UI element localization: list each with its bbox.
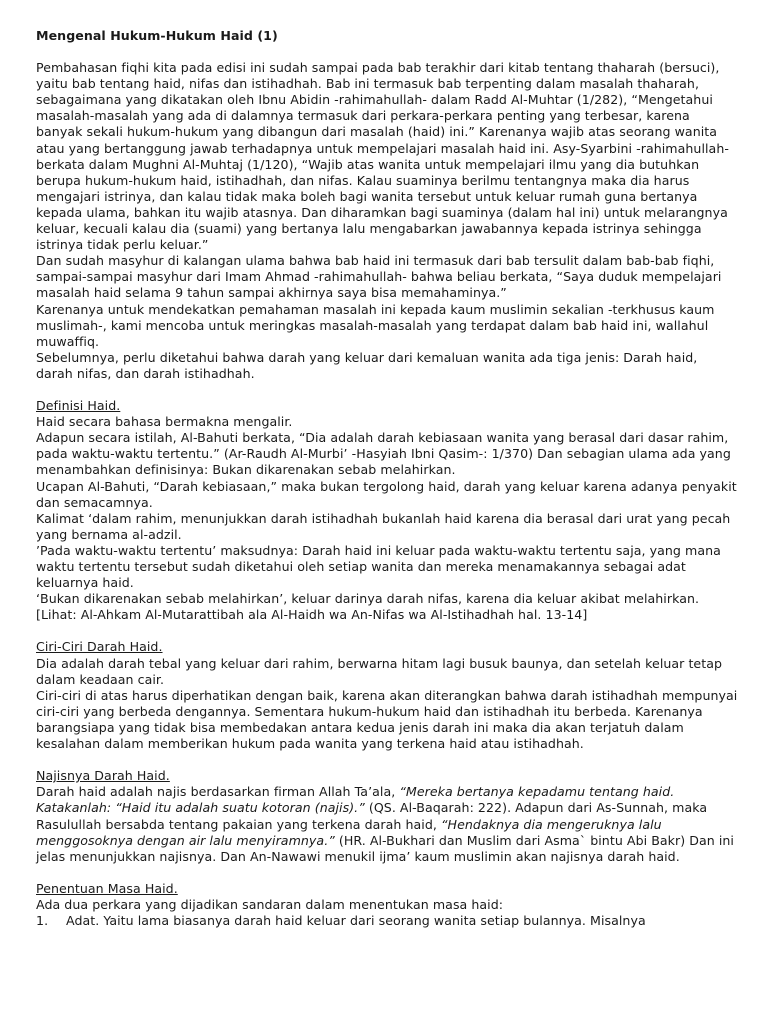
list-text: Adat. Yaitu lama biasanya darah haid keluar dari seorang wanita setiap bulannya. Misalnya bbox=[66, 913, 646, 929]
intro-paragraph-2: Dan sudah masyhur di kalangan ulama bahwa bab haid ini termasuk dari bab tersulit dalam bab-bab fiqhi, sampai-sampai masyhur dari Imam Ahmad -rahimahullah- bahwa beliau berkata, “Saya duduk mempelajari masalah haid selama 9 tahun sampai akhirnya saya bisa memahaminya.” bbox=[36, 253, 722, 301]
section-heading-definisi: Definisi Haid. bbox=[36, 398, 121, 414]
spacer bbox=[36, 623, 738, 639]
definisi-paragraph: Kalimat ‘dalam rahim, menunjukkan darah istihadhah bukanlah haid karena dia berasal dari urat yang pecah yang bernama al-adzil. bbox=[36, 510, 731, 542]
definisi-paragraph: Haid secara bahasa bermakna mengalir. bbox=[36, 414, 293, 430]
spacer bbox=[36, 752, 738, 768]
spacer bbox=[36, 382, 738, 398]
intro-paragraph-1: Pembahasan fiqhi kita pada edisi ini sudah sampai pada bab terakhir dari kitab tentang thaharah (bersuci), yaitu bab tentang haid, nifas dan istihadhah. Bab ini termasuk bab terpenting dalam masalah thaharah, sebagaimana yang dikatakan oleh Ibnu Abidin -rahimahullah- dalam Radd Al-Muhtar (1/282), “Mengetahui masalah-masalah yang ada di dalamnya termasuk dari perkara-perkara penting yang terbesar, karena banyak sekali hukum-hukum yang dibangun dari masalah (haid) ini.” Karenanya wajib atas seorang wanita atau yang bertanggung jawab terhadapnya untuk mempelajari masalah haid ini. Asy-Syarbini -rahimahullah- berkata dalam Mughni Al-Muhtaj (1/120), “Wajib atas wanita untuk mempelajari ilmu yang dia butuhkan berupa hukum-hukum haid, istihadhah, dan nifas. Kalau suaminya berilmu tentangnya maka dia harus mengajari istrinya, dan kalau tidak maka boleh bagi wanita tersebut untuk keluar rumah guna bertanya kepada ulama, bahkan itu wajib atasnya. Dan diharamkan bagi suaminya (dalam hal ini) untuk melarangnya keluar, kecuali kalau dia (suami) yang bertanya lalu mengabarkan jawabannya kepada istrinya sehingga istrinya tidak perlu keluar.” bbox=[36, 60, 729, 253]
intro-paragraph-4: Sebelumnya, perlu diketahui bahwa darah yang keluar dari kemaluan wanita ada tiga jenis: Darah haid, darah nifas, dan darah istihadhah. bbox=[36, 349, 698, 381]
najis-text-3: (HR. Al-Bukhari dan Muslim dari Asma` bintu Abi Bakr) Dan ini jelas menunjukkan najisnya. Dan An-Nawawi menukil ijma’ kaum muslimin akan najisnya darah haid. bbox=[36, 832, 734, 864]
section-heading-masa: Penentuan Masa Haid. bbox=[36, 880, 178, 896]
definisi-paragraph: ’Pada waktu-waktu tertentu’ maksudnya: Darah haid ini keluar pada waktu-waktu tertentu saja, yang mana waktu tertentu tersebut sudah diketahui oleh setiap wanita dan mereka menamakannya sebagai adat keluarnya haid. bbox=[36, 542, 721, 591]
quran-quote: “Mereka bertanya kepadamu tentang haid. Katakanlah: “Haid itu adalah suatu kotoran (najis).” bbox=[36, 784, 675, 816]
definisi-paragraph: ‘Bukan dikarenakan sebab melahirkan’, keluar darinya darah nifas, karena dia keluar akibat melahirkan. bbox=[36, 591, 700, 607]
hadith-quote: “Hendaknya dia mengeruknya lalu menggosoknya dengan air lalu menyiramnya.” bbox=[36, 816, 662, 848]
intro-paragraph-3: Karenanya untuk mendekatkan pemahaman masalah ini kepada kaum muslimin sekalian -terkhusus kaum muslimah-, kami mencoba untuk meringkas masalah-masalah yang terdapat dalam bab haid ini, wallahul muwaffiq. bbox=[36, 301, 715, 349]
list-number: 1. bbox=[36, 913, 49, 929]
ciri-paragraph: Ciri-ciri di atas harus diperhatikan dengan baik, karena akan diterangkan bahwa darah istihadhah mempunyai ciri-ciri yang berbeda dengannya. Sementara hukum-hukum haid dan istihadhah itu berbeda. Karenanya barangsiapa yang tidak bisa membedakan antara kedua jenis darah ini maka dia akan terjatuh dalam kesalahan dalam memberikan hukum pada wanita yang terkena haid atau istihadhah. bbox=[36, 687, 738, 752]
najis-text-1: Darah haid adalah najis berdasarkan firman Allah Ta’ala, bbox=[36, 784, 400, 800]
masa-intro: Ada dua perkara yang dijadikan sandaran dalam menentukan masa haid: bbox=[36, 896, 504, 912]
ciri-paragraph: Dia adalah darah tebal yang keluar dari rahim, berwarna hitam lagi busuk baunya, dan setelah keluar tetap dalam keadaan cair. bbox=[36, 655, 723, 687]
definisi-paragraph: Adapun secara istilah, Al-Bahuti berkata, “Dia adalah darah kebiasaan wanita yang berasal dari dasar rahim, pada waktu-waktu tertentu.” (Ar-Raudh Al-Murbi’ -Hasyiah Ibni Qasim-: 1/370) Dan sebagian ulama ada yang menambahkan definisinya: Bukan dikarenakan sebab melahirkan. bbox=[36, 430, 731, 478]
page-title: Mengenal Hukum-Hukum Haid (1) bbox=[36, 28, 278, 43]
najis-text-2: (QS. Al-Baqarah: 222). Adapun dari As-Sunnah, maka Rasulullah bersabda tentang pakaian yang terkena darah haid, bbox=[36, 800, 708, 832]
definisi-reference: [Lihat: Al-Ahkam Al-Mutarattibah ala Al-Haidh wa An-Nifas wa Al-Istihadhah hal. 13-14] bbox=[36, 607, 588, 623]
section-heading-najis: Najisnya Darah Haid. bbox=[36, 768, 170, 784]
list-item bbox=[36, 913, 738, 929]
spacer bbox=[36, 865, 738, 881]
definisi-paragraph: Ucapan Al-Bahuti, “Darah kebiasaan,” maka bukan tergolong haid, darah yang keluar karena adanya penyakit dan semacamnya. bbox=[36, 478, 737, 510]
najis-paragraph bbox=[36, 784, 738, 864]
section-heading-ciri: Ciri-Ciri Darah Haid. bbox=[36, 639, 163, 655]
